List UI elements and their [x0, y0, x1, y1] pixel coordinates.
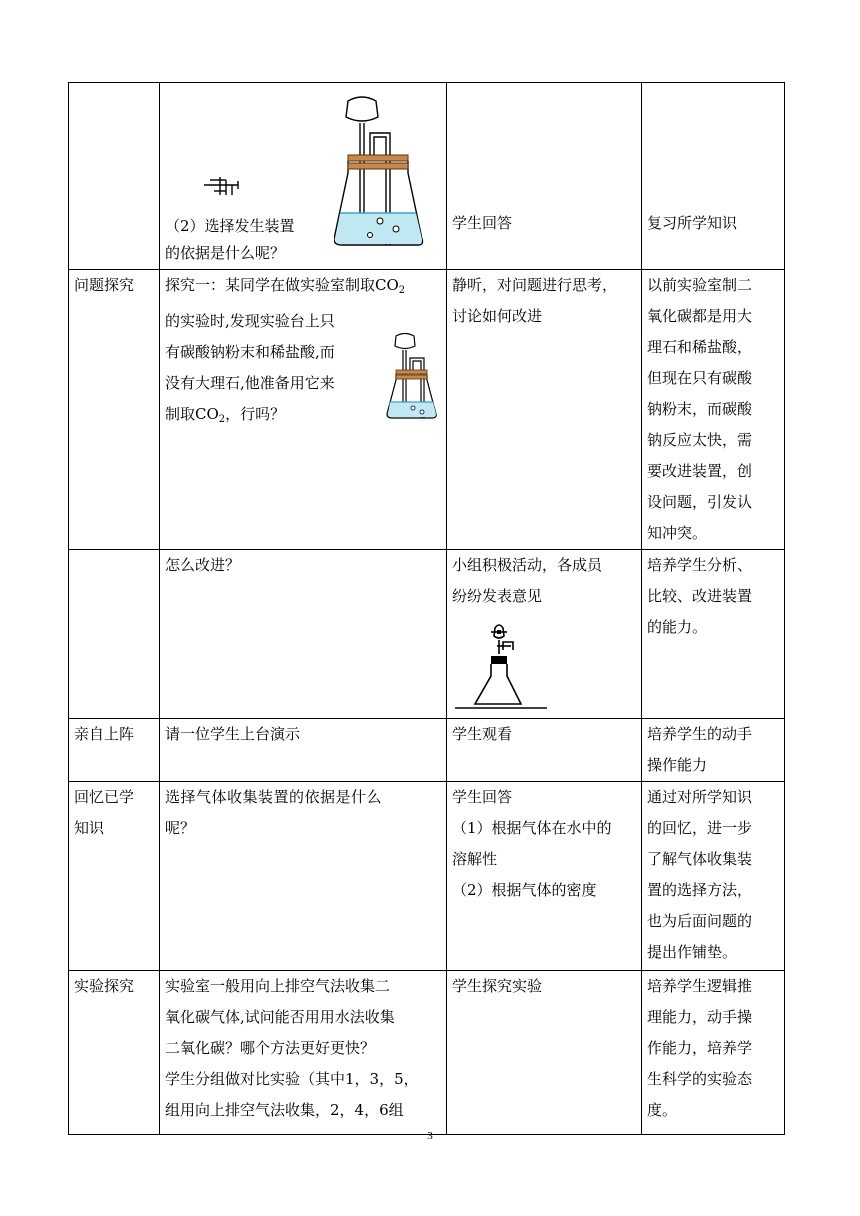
- table-row: [69, 83, 785, 270]
- stage-label: 实验探究: [74, 977, 135, 995]
- text-line: 提出作铺垫。: [647, 943, 738, 961]
- separatory-funnel-flask-figure: [455, 620, 547, 714]
- table-row: [69, 782, 785, 971]
- text-line: 理石和稀盐酸，: [647, 338, 753, 356]
- cell-design-intent: [642, 971, 785, 1135]
- cell-teacher-activity: [160, 719, 447, 782]
- text-line: 培养学生逻辑推: [647, 977, 753, 995]
- subscript: 2: [218, 414, 226, 425]
- cell-student-activity: [447, 83, 642, 270]
- text-line: 实验室一般用向上排空气法收集二: [165, 977, 391, 995]
- text-line: 静听，对问题进行思考，: [452, 276, 618, 294]
- cell-stage: [69, 270, 160, 550]
- cell-stage: [69, 550, 160, 719]
- cell-teacher-activity: [160, 550, 447, 719]
- text-line: 组用向上排空气法收集，2，4，6组: [165, 1101, 404, 1119]
- text-line: 培养学生的动手: [647, 725, 753, 743]
- text-line: 理能力，动手操: [647, 1008, 753, 1026]
- text-line: 学生观看: [452, 725, 513, 743]
- text-line: 知冲突。: [647, 524, 708, 542]
- text-line: 钠反应太快，需: [647, 431, 753, 449]
- small-flask-apparatus-figure: [386, 332, 438, 420]
- text-line: 学生探究实验: [452, 977, 543, 995]
- text-line: 氧化碳都是用大: [647, 307, 753, 325]
- text-line: （2）根据气体的密度: [452, 881, 597, 899]
- text-line: 选择气体收集装置的依据是什么: [165, 788, 383, 806]
- text-line: 溶解性: [452, 850, 498, 868]
- text-line: 操作能力: [647, 756, 708, 774]
- text-line: 没有大理石,他准备用它来: [165, 374, 335, 392]
- text-line: 通过对所学知识: [647, 788, 753, 806]
- cell-stage: [69, 83, 160, 270]
- stage-label: 知识: [74, 819, 105, 837]
- cell-design-intent: [642, 719, 785, 782]
- text-line: 度。: [647, 1101, 678, 1119]
- text-line: 制取CO: [165, 405, 219, 423]
- text-line: 的回忆，进一步: [647, 819, 753, 837]
- iron-stand-clamp-figure: [202, 171, 250, 199]
- text-line: 怎么改进？: [165, 556, 241, 574]
- cell-design-intent: [642, 270, 785, 550]
- lesson-plan-table: [68, 82, 785, 1135]
- conical-flask-apparatus-figure: [334, 95, 424, 247]
- text-line: 但现在只有碳酸: [647, 369, 753, 387]
- text-line: 钠粉末，而碳酸: [647, 400, 753, 418]
- text-line: ，行吗？: [225, 405, 286, 423]
- text-line: 学生分组做对比实验（其中1，3，5，: [165, 1070, 419, 1088]
- text-line: 设问题，引发认: [647, 493, 753, 511]
- cell-teacher-activity: [160, 782, 447, 971]
- text-line: 要改进装置，创: [647, 462, 753, 480]
- cell-stage: [69, 971, 160, 1135]
- cell-student-activity: [447, 782, 642, 971]
- cell-teacher-activity: [160, 270, 447, 550]
- text-line: （1）根据气体在水中的: [452, 819, 612, 837]
- text-line: 有碳酸钠粉末和稀盐酸,而: [165, 343, 335, 361]
- table-row: [69, 550, 785, 719]
- text-line: 小组积极活动，各成员: [452, 556, 603, 574]
- text-line: 请一位学生上台演示: [165, 725, 301, 743]
- cell-student-activity: [447, 719, 642, 782]
- stage-label: 问题探究: [74, 276, 135, 294]
- cell-student-activity: [447, 971, 642, 1135]
- text-line: 生科学的实验态: [647, 1070, 753, 1088]
- cell-design-intent: [642, 550, 785, 719]
- text-line: 培养学生分析、: [647, 556, 753, 574]
- cell-stage: [69, 719, 160, 782]
- text-line: 以前实验室制二: [647, 276, 753, 294]
- text-line: 讨论如何改进: [452, 307, 543, 325]
- cell-student-activity: [447, 270, 642, 550]
- text-line: 也为后面问题的: [647, 912, 753, 930]
- text-line: 氧化碳气体,试问能否用用水法收集: [165, 1008, 395, 1026]
- text-line: 了解气体收集装: [647, 850, 753, 868]
- text-line: 比较、改进装置: [647, 587, 753, 605]
- cell-student-activity: [447, 550, 642, 719]
- stage-label: 回忆已学: [74, 788, 135, 806]
- student-response: 学生回答: [452, 214, 513, 232]
- text-line: 的能力。: [647, 618, 708, 636]
- table-row: [69, 719, 785, 782]
- cell-stage: [69, 782, 160, 971]
- text-line: 作能力，培养学: [647, 1039, 753, 1057]
- subscript: 2: [398, 285, 406, 296]
- stage-label: 亲自上阵: [74, 725, 135, 743]
- cell-teacher-activity: [160, 971, 447, 1135]
- design-intent: 复习所学知识: [647, 214, 738, 232]
- cell-design-intent: [642, 782, 785, 971]
- text-line: 置的选择方法，: [647, 881, 753, 899]
- table-row: [69, 971, 785, 1135]
- question-line-1: （2）选择发生装置: [165, 217, 295, 235]
- cell-design-intent: [642, 83, 785, 270]
- question-line-2: 的依据是什么呢？: [165, 244, 286, 262]
- cell-teacher-activity: [160, 83, 447, 270]
- page-number: 3: [427, 1130, 433, 1142]
- text-line: 纷纷发表意见: [452, 587, 543, 605]
- text-line: 探究一：某同学在做实验室制取CO: [165, 276, 399, 294]
- text-line: 二氧化碳？哪个方法更好更快？: [165, 1039, 376, 1057]
- text-line: 学生回答: [452, 788, 513, 806]
- text-line: 呢？: [165, 819, 196, 837]
- table-row: [69, 270, 785, 550]
- text-line: 的实验时,发现实验台上只: [165, 312, 335, 330]
